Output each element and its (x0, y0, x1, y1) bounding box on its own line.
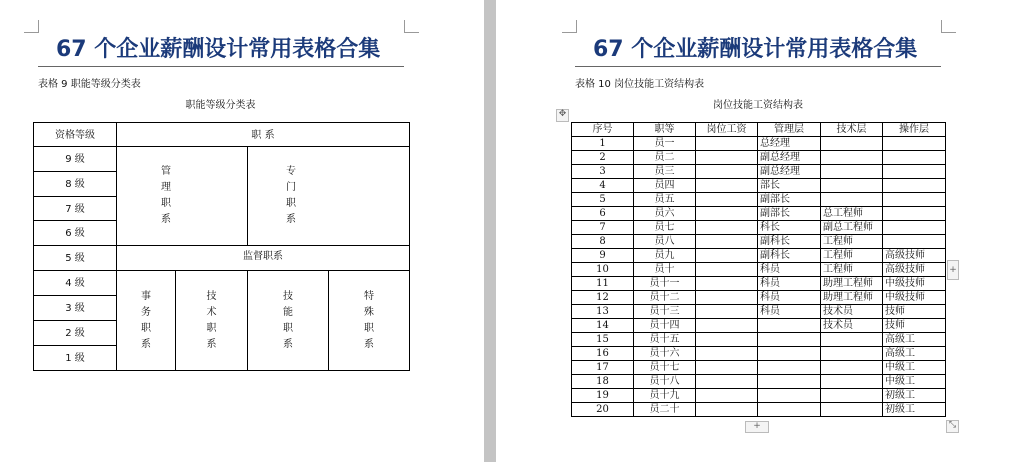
corner-mark (24, 20, 39, 33)
table-row (572, 291, 946, 305)
table-cell[interactable]: 员十七 (634, 361, 696, 375)
table-cell[interactable]: 9 (572, 249, 634, 263)
table-cell[interactable]: 员四 (634, 179, 696, 193)
table-cell[interactable]: 技师 (883, 305, 946, 319)
grade-cell: 3 级 (34, 296, 117, 321)
table-cell[interactable] (883, 221, 946, 235)
table-cell[interactable]: 技术员 (821, 319, 883, 333)
table-cell[interactable] (883, 235, 946, 249)
table-cell[interactable]: 2 (572, 151, 634, 165)
table-cell[interactable]: 技师 (883, 319, 946, 333)
table-cell[interactable]: 员十四 (634, 319, 696, 333)
table-row (572, 193, 946, 207)
table-header-row (572, 123, 946, 137)
table-cell[interactable] (821, 375, 883, 389)
table-cell[interactable]: 科员 (758, 305, 821, 319)
management-series: 管理职系 (161, 166, 171, 225)
table-cell[interactable]: 高级技师 (883, 249, 946, 263)
post-skill-wage-table (571, 122, 946, 417)
supervision-series: 监督职系 (117, 246, 410, 271)
table-row (572, 375, 946, 389)
corner-mark (404, 20, 419, 33)
grade-cell: 8 级 (34, 172, 117, 197)
table-cell[interactable] (821, 389, 883, 403)
table-cell[interactable]: 科员 (758, 291, 821, 305)
table-cell[interactable]: 员十六 (634, 347, 696, 361)
table-cell[interactable]: 员十二 (634, 291, 696, 305)
add-column-button[interactable]: + (947, 260, 959, 280)
table-cell[interactable]: 员三 (634, 165, 696, 179)
column-header: 职等 (634, 123, 696, 137)
table-cell[interactable] (696, 151, 758, 165)
corner-mark (941, 20, 956, 33)
table-cell[interactable]: 高级工 (883, 333, 946, 347)
table-cell[interactable]: 14 (572, 319, 634, 333)
table-cell[interactable] (696, 305, 758, 319)
table-cell[interactable] (821, 137, 883, 151)
table-cell[interactable]: 6 (572, 207, 634, 221)
table-row (572, 165, 946, 179)
table-cell[interactable] (821, 151, 883, 165)
table-cell[interactable]: 总工程师 (821, 207, 883, 221)
technical-series: 技术职系 (206, 290, 217, 350)
table-cell[interactable]: 员十 (634, 263, 696, 277)
table-row (572, 207, 946, 221)
grade-cell: 5 级 (34, 246, 117, 271)
table-cell[interactable]: 员七 (634, 221, 696, 235)
table-row (572, 249, 946, 263)
table-row (572, 403, 946, 417)
grade-classification-table (33, 122, 410, 371)
table-cell[interactable]: 员十三 (634, 305, 696, 319)
table-row (572, 319, 946, 333)
special-series: 特殊职系 (364, 290, 374, 350)
page-separator (484, 0, 496, 462)
table-cell[interactable] (883, 151, 946, 165)
table-cell[interactable]: 工程师 (821, 249, 883, 263)
table-row (572, 221, 946, 235)
table-cell[interactable]: 8 (572, 235, 634, 249)
grade-cell: 7 级 (34, 197, 117, 221)
table-cell[interactable] (696, 263, 758, 277)
table-cell[interactable] (696, 319, 758, 333)
table-cell[interactable] (696, 207, 758, 221)
table-cell[interactable]: 高级技师 (883, 263, 946, 277)
table-cell[interactable]: 部长 (758, 179, 821, 193)
table-cell[interactable]: 员十八 (634, 375, 696, 389)
grade-cell: 9 级 (34, 147, 117, 172)
table-cell[interactable] (696, 291, 758, 305)
table-cell[interactable]: 员二 (634, 151, 696, 165)
table-row (572, 263, 946, 277)
header-title: 67 个企业薪酬设计常用表格合集 (56, 37, 381, 62)
table-cell[interactable]: 员十九 (634, 389, 696, 403)
table-cell[interactable]: 副总经理 (758, 151, 821, 165)
table-cell[interactable] (883, 137, 946, 151)
table-cell[interactable]: 15 (572, 333, 634, 347)
table-cell[interactable]: 员八 (634, 235, 696, 249)
table-cell[interactable] (821, 361, 883, 375)
header-series: 职 系 (117, 123, 410, 147)
table-cell[interactable] (696, 137, 758, 151)
table-cell[interactable] (883, 193, 946, 207)
table-row (572, 277, 946, 291)
table-cell[interactable] (758, 389, 821, 403)
add-row-button[interactable]: + (745, 421, 769, 433)
table-cell[interactable] (821, 179, 883, 193)
table-cell[interactable]: 员五 (634, 193, 696, 207)
column-header: 技术层 (821, 123, 883, 137)
table-row (572, 361, 946, 375)
column-header: 岗位工资 (696, 123, 758, 137)
table-row (572, 151, 946, 165)
table-cell[interactable]: 员九 (634, 249, 696, 263)
table-caption: 表格 9 职能等级分类表 (38, 79, 141, 90)
table-cell[interactable]: 7 (572, 221, 634, 235)
table-cell[interactable] (696, 389, 758, 403)
table-cell[interactable]: 员十五 (634, 333, 696, 347)
table-cell[interactable]: 中级工 (883, 361, 946, 375)
table-cell[interactable]: 1 (572, 137, 634, 151)
table-cell[interactable] (821, 333, 883, 347)
table-cell[interactable]: 技术员 (821, 305, 883, 319)
table-cell[interactable] (696, 179, 758, 193)
header-grade: 资格等级 (34, 123, 117, 147)
table-cell[interactable] (821, 193, 883, 207)
table-cell[interactable]: 助理工程师 (821, 277, 883, 291)
header-title: 67 个企业薪酬设计常用表格合集 (593, 37, 918, 62)
table-row (572, 305, 946, 319)
table-row (572, 333, 946, 347)
table-row (572, 389, 946, 403)
table-cell[interactable]: 副部长 (758, 207, 821, 221)
table-title: 岗位技能工资结构表 (713, 100, 803, 111)
table-cell[interactable]: 19 (572, 389, 634, 403)
table-cell[interactable]: 初级工 (883, 403, 946, 417)
grade-cell: 1 级 (34, 346, 117, 371)
table-cell[interactable]: 副部长 (758, 193, 821, 207)
header-rule (38, 66, 404, 67)
table-cell[interactable]: 工程师 (821, 263, 883, 277)
table-cell[interactable]: 员一 (634, 137, 696, 151)
table-cell[interactable] (696, 361, 758, 375)
table-cell[interactable]: 初级工 (883, 389, 946, 403)
clerical-series: 事务职系 (141, 290, 151, 350)
header-rule (575, 66, 941, 67)
table-cell[interactable]: 高级工 (883, 347, 946, 361)
table-cell[interactable] (883, 207, 946, 221)
table-row (572, 235, 946, 249)
table-cell[interactable] (758, 361, 821, 375)
table-cell[interactable] (696, 165, 758, 179)
table-resize-handle[interactable]: ⤡ (946, 420, 959, 433)
table-cell[interactable]: 员六 (634, 207, 696, 221)
table-cell[interactable] (696, 235, 758, 249)
table-cell[interactable]: 20 (572, 403, 634, 417)
column-header: 序号 (572, 123, 634, 137)
table-cell[interactable] (883, 165, 946, 179)
table-cell[interactable] (821, 347, 883, 361)
corner-mark (562, 20, 577, 33)
grade-cell: 2 级 (34, 321, 117, 346)
table-cell[interactable] (696, 249, 758, 263)
table-row (572, 137, 946, 151)
table-cell[interactable] (758, 375, 821, 389)
table-cell[interactable]: 副科长 (758, 235, 821, 249)
table-cell[interactable] (758, 347, 821, 361)
table-cell[interactable]: 工程师 (821, 235, 883, 249)
table-cell[interactable]: 科员 (758, 263, 821, 277)
table-cell[interactable]: 总经理 (758, 137, 821, 151)
table-cell[interactable]: 10 (572, 263, 634, 277)
column-header: 管理层 (758, 123, 821, 137)
table-move-handle[interactable]: ✥ (556, 109, 569, 122)
table-row (572, 179, 946, 193)
table-caption: 表格 10 岗位技能工资结构表 (575, 79, 705, 90)
table-row (572, 347, 946, 361)
table-title: 职能等级分类表 (185, 100, 256, 111)
table-cell[interactable]: 中级技师 (883, 291, 946, 305)
table-cell[interactable]: 11 (572, 277, 634, 291)
table-cell[interactable]: 副总经理 (758, 165, 821, 179)
table-cell[interactable]: 16 (572, 347, 634, 361)
table-cell[interactable]: 4 (572, 179, 634, 193)
table-cell[interactable]: 副总工程师 (821, 221, 883, 235)
column-header: 操作层 (883, 123, 946, 137)
table-cell[interactable]: 科长 (758, 221, 821, 235)
table-cell[interactable]: 中级技师 (883, 277, 946, 291)
table-cell[interactable] (696, 403, 758, 417)
table-cell[interactable] (821, 403, 883, 417)
table-cell[interactable] (696, 277, 758, 291)
table-cell[interactable]: 12 (572, 291, 634, 305)
grade-cell: 4 级 (34, 271, 117, 296)
table-cell[interactable]: 5 (572, 193, 634, 207)
table-cell[interactable] (696, 333, 758, 347)
table-cell[interactable] (758, 403, 821, 417)
grade-cell: 6 级 (34, 221, 117, 246)
skill-series: 技能职系 (283, 290, 293, 350)
table-cell[interactable]: 员十一 (634, 277, 696, 291)
table-cell[interactable] (883, 179, 946, 193)
table-cell[interactable]: 18 (572, 375, 634, 389)
table-cell[interactable]: 17 (572, 361, 634, 375)
table-cell[interactable] (758, 333, 821, 347)
table-cell[interactable]: 助理工程师 (821, 291, 883, 305)
table-cell[interactable]: 员二十 (634, 403, 696, 417)
table-cell[interactable]: 13 (572, 305, 634, 319)
table-cell[interactable] (696, 347, 758, 361)
table-cell[interactable] (821, 165, 883, 179)
table-cell[interactable] (696, 193, 758, 207)
table-cell[interactable]: 3 (572, 165, 634, 179)
table-cell[interactable] (758, 319, 821, 333)
table-cell[interactable] (696, 221, 758, 235)
specialist-series: 专门职系 (286, 166, 296, 225)
table-cell[interactable]: 副科长 (758, 249, 821, 263)
table-cell[interactable] (696, 375, 758, 389)
table-cell[interactable]: 科员 (758, 277, 821, 291)
table-cell[interactable]: 中级工 (883, 375, 946, 389)
